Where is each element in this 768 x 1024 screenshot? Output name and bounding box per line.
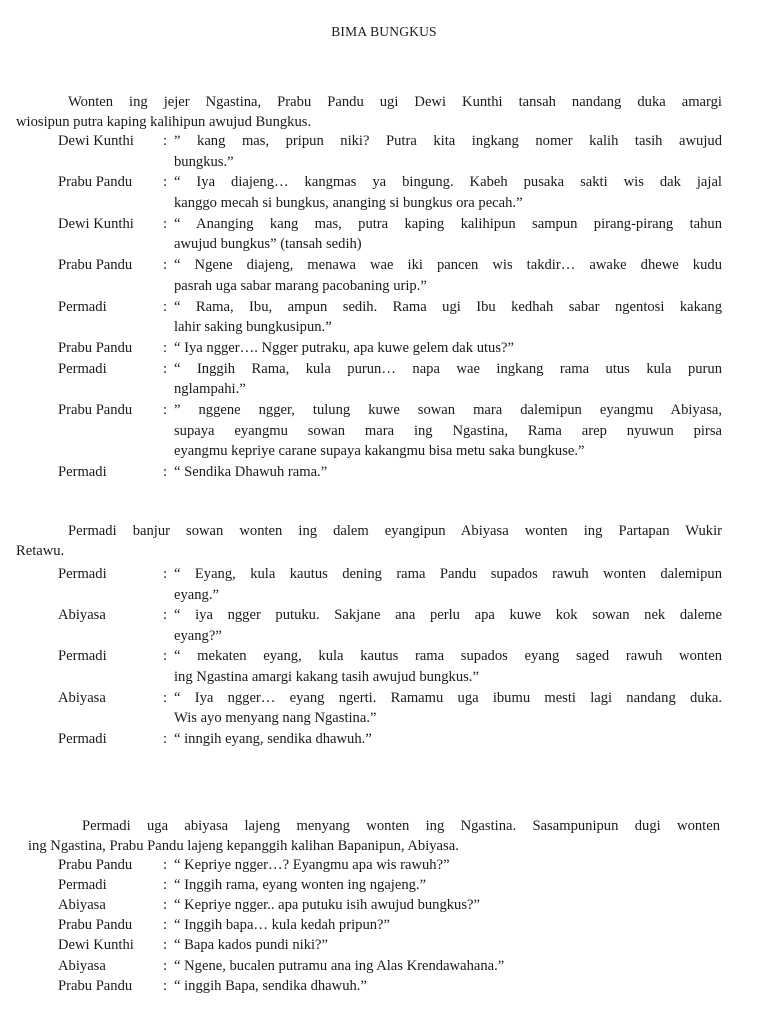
dialog-entry	[0, 172, 768, 213]
dialog-text	[174, 935, 722, 955]
dialog-line: kanggo mecah si bungkus, ananging si bungkus ora pecah.”	[174, 195, 523, 212]
colon-separator: :	[163, 566, 168, 582]
narration-paragraph	[16, 92, 722, 132]
dialog-line: “ Inggih rama, eyang wonten ing ngajeng.”	[174, 877, 427, 894]
dialog-text	[174, 462, 722, 483]
dialog-entry	[0, 935, 768, 955]
dialog-entry	[0, 605, 768, 646]
speaker-name: Permadi	[58, 730, 107, 747]
dialog-line: “ inggih Bapa, sendika dhawuh.”	[174, 977, 367, 994]
dialog-line: ” kang mas, pripun niki? Putra kita ingkang nomer kalih tasih awujud	[174, 133, 722, 149]
speaker-name: Abiyasa	[58, 957, 106, 974]
dialog-text	[174, 915, 722, 935]
dialog-entry	[0, 875, 768, 895]
dialog-line: “ Bapa kados pundi niki?”	[174, 937, 329, 954]
dialog-entry	[0, 297, 768, 338]
dialog-entry	[0, 338, 768, 359]
colon-separator: :	[163, 648, 168, 665]
dialog-line: “ Sendika Dhawuh rama.”	[174, 464, 328, 481]
colon-separator: :	[163, 340, 168, 356]
colon-separator: :	[163, 464, 168, 481]
speaker-name: Permadi	[58, 877, 107, 894]
colon-separator: :	[163, 257, 168, 274]
dialog-line: “ Ngene, bucalen putramu ana ing Alas Krendawahana.”	[174, 957, 505, 974]
dialog-text	[174, 688, 722, 729]
colon-separator: :	[163, 689, 168, 706]
dialog-entry	[0, 564, 768, 605]
dialog-line: lahir saking bungkusipun.”	[174, 319, 332, 336]
speaker-name: Permadi	[58, 648, 107, 665]
dialog-entry	[0, 976, 768, 996]
colon-separator: :	[163, 977, 168, 994]
speaker-name: Prabu Pandu	[58, 174, 133, 191]
dialog-line: Wis ayo menyang nang Ngastina.”	[174, 710, 377, 727]
dialog-line: pasrah uga sabar marang pacobaning urip.”	[174, 277, 427, 294]
dialog-entry	[0, 462, 768, 483]
dialog-text	[174, 956, 722, 976]
speaker-name: Abiyasa	[58, 689, 106, 706]
dialog-entry	[0, 729, 768, 750]
dialog-text	[174, 605, 722, 646]
narration-line: ing Ngastina, Prabu Pandu lajeng kepanggih kalihan Bapanipun, Abiyasa.	[28, 838, 459, 854]
dialog-entry	[0, 400, 768, 462]
colon-separator: :	[163, 298, 168, 315]
narration-paragraph	[28, 816, 720, 856]
dialog-text	[174, 646, 722, 687]
dialog-line: “ Eyang, kula kautus dening rama Pandu supados rawuh wonten dalemipun	[174, 566, 722, 582]
speaker-name: Permadi	[58, 566, 107, 582]
colon-separator: :	[163, 133, 168, 149]
dialog-line: nglampahi.”	[174, 381, 246, 398]
dialog-line: “ Ananging kang mas, putra kaping kalihipun sampun pirang-pirang tahun	[174, 215, 722, 232]
dialog-text	[174, 875, 722, 895]
speaker-name: Prabu Pandu	[58, 402, 133, 419]
dialog-line: “ Iya ngger… eyang ngerti. Ramamu uga ibumu mesti lagi nandang duka.	[174, 689, 722, 706]
speaker-name: Dewi Kunthi	[58, 937, 134, 954]
colon-separator: :	[163, 215, 168, 232]
dialog-line: “ Rama, Ibu, ampun sedih. Rama ugi Ibu kedhah sabar ngentosi kakang	[174, 298, 722, 315]
speaker-name: Permadi	[58, 360, 107, 377]
colon-separator: :	[163, 877, 168, 894]
dialog-text	[174, 255, 722, 296]
dialog-line: “ iya ngger putuku. Sakjane ana perlu apa kuwe kok sowan nek daleme	[174, 607, 722, 624]
dialog-text	[174, 359, 722, 400]
speaker-name: Dewi Kunthi	[58, 133, 134, 149]
dialog-text	[174, 976, 722, 996]
dialog-line: “ Kepriye ngger…? Eyangmu apa wis rawuh?”	[174, 857, 450, 873]
dialog-entry	[0, 214, 768, 255]
narration-line: wiosipun putra kaping kalihipun awujud Bungkus.	[16, 114, 312, 130]
dialog-text	[174, 172, 722, 213]
dialog-text	[174, 297, 722, 338]
narration-line: Retawu.	[16, 543, 65, 559]
colon-separator: :	[163, 360, 168, 377]
narration-line: Permadi uga abiyasa lajeng menyang wonten ing Ngastina. Sasampunipun dugi wonten	[82, 818, 720, 834]
dialog-line: ” nggene ngger, tulung kuwe sowan mara dalemipun eyangmu Abiyasa,	[174, 402, 722, 419]
dialog-line: “ Inggih Rama, kula purun… napa wae ingkang rama utus kula purun	[174, 360, 722, 377]
dialog-line: eyang?”	[174, 627, 222, 644]
dialog-line: “ Ngene diajeng, menawa wae iki pancen wis takdir… awake dhewe kudu	[174, 257, 722, 274]
dialog-entry	[0, 359, 768, 400]
speaker-name: Abiyasa	[58, 607, 106, 624]
dialog-text	[174, 338, 722, 359]
colon-separator: :	[163, 937, 168, 954]
dialog-line: “ inngih eyang, sendika dhawuh.”	[174, 730, 372, 747]
dialog-entry	[0, 688, 768, 729]
speaker-name: Prabu Pandu	[58, 977, 133, 994]
dialog-text	[174, 131, 722, 172]
dialog-line: eyangmu kepriye carane supaya kakangmu bisa metu saka bungkuse.”	[174, 443, 585, 460]
dialog-entry	[0, 956, 768, 976]
dialog-line: “ mekaten eyang, kula kautus rama supados eyang saged rawuh wonten	[174, 648, 722, 665]
narration-paragraph	[16, 521, 722, 561]
speaker-name: Dewi Kunthi	[58, 215, 134, 232]
dialog-text	[174, 855, 722, 875]
dialog-text	[174, 729, 722, 750]
narration-line: Permadi banjur sowan wonten ing dalem eyangipun Abiyasa wonten ing Partapan Wukir	[68, 523, 722, 539]
speaker-name: Prabu Pandu	[58, 340, 133, 356]
speaker-name: Prabu Pandu	[58, 857, 133, 873]
dialog-entry	[0, 895, 768, 915]
narration-line: Wonten ing jejer Ngastina, Prabu Pandu ugi Dewi Kunthi tansah nandang duka amargi	[68, 94, 722, 110]
dialog-line: ing Ngastina amargi kakang tasih awujud bungkus.”	[174, 668, 479, 685]
colon-separator: :	[163, 857, 168, 873]
dialog-line: eyang.”	[174, 586, 219, 603]
dialog-line: “ Iya diajeng… kangmas ya bingung. Kabeh pusaka sakti wis dak jajal	[174, 174, 722, 191]
speaker-name: Abiyasa	[58, 897, 106, 914]
dialog-entry	[0, 646, 768, 687]
dialog-text	[174, 214, 722, 255]
colon-separator: :	[163, 917, 168, 934]
dialog-text	[174, 895, 722, 915]
dialog-line: “ Inggih bapa… kula kedah pripun?”	[174, 917, 390, 934]
speaker-name: Prabu Pandu	[58, 257, 133, 274]
colon-separator: :	[163, 174, 168, 191]
dialog-text	[174, 400, 722, 462]
dialog-entry	[0, 255, 768, 296]
speaker-name: Prabu Pandu	[58, 917, 133, 934]
dialog-line: “ Kepriye ngger.. apa putuku isih awujud bungkus?”	[174, 897, 480, 914]
page-title: BIMA BUNGKUS	[331, 24, 437, 39]
speaker-name: Permadi	[58, 464, 107, 481]
dialog-line: “ Iya ngger…. Ngger putraku, apa kuwe gelem dak utus?”	[174, 340, 514, 356]
speaker-name: Permadi	[58, 298, 107, 315]
dialog-line: supaya eyangmu sowan mara ing Ngastina, Rama arep nyuwun pirsa	[174, 422, 722, 439]
dialog-entry	[0, 915, 768, 935]
colon-separator: :	[163, 607, 168, 624]
colon-separator: :	[163, 957, 168, 974]
dialog-entry	[0, 131, 768, 172]
dialog-entry	[0, 855, 768, 875]
colon-separator: :	[163, 402, 168, 419]
colon-separator: :	[163, 897, 168, 914]
dialog-text	[174, 564, 722, 605]
dialog-line: bungkus.”	[174, 153, 234, 170]
colon-separator: :	[163, 730, 168, 747]
dialog-line: awujud bungkus” (tansah sedih)	[174, 236, 362, 253]
